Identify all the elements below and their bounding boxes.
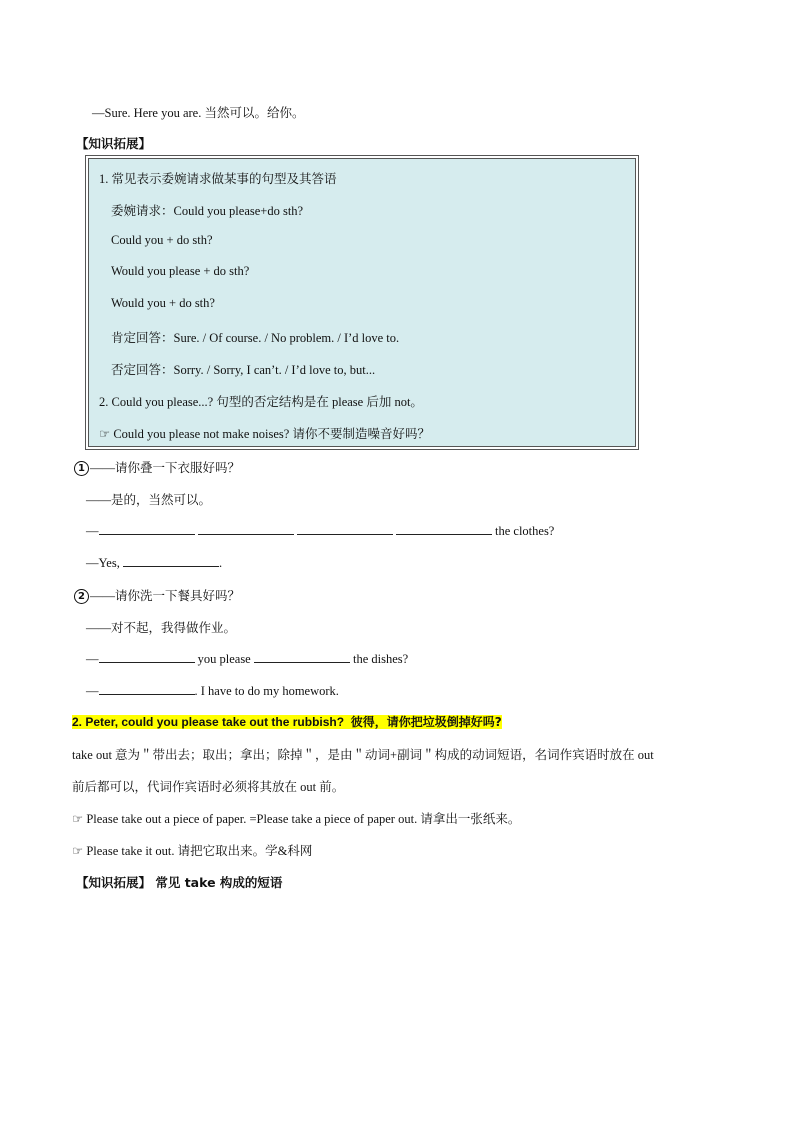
question-tail: the dishes?	[352, 652, 409, 666]
knowledge-extension-heading-2: 【知识拓展】 常见 take 构成的短语	[76, 875, 283, 890]
blank-input[interactable]	[99, 650, 195, 663]
box-line-7: 否定回答：Sorry. / Sorry, I can’t. / I’d love to, but...	[111, 363, 376, 377]
exercise-1-q-text: ——请你叠一下衣服好吗？	[90, 461, 241, 475]
knowledge-box	[88, 158, 636, 447]
dash: —	[86, 652, 99, 666]
blank-input[interactable]	[99, 522, 195, 535]
exercise-2-answer-cn: ——对不起，我得做作业。	[86, 621, 237, 635]
example-line-2: ☞ Please take it out. 请把它取出来。学&科网	[72, 844, 313, 858]
box-line-5: Would you + do sth?	[111, 296, 215, 310]
box-line-3: Could you + do sth?	[111, 233, 213, 247]
circled-number-1: 1	[74, 461, 89, 476]
blank-input[interactable]	[198, 522, 294, 535]
explanation-line-1: take out 意为＂带出去；取出；拿出；除掉＂，是由＂动词+副词＂构成的动词短语，名词作宾语时放在 out	[72, 748, 654, 762]
dialogue-sure-line: —Sure. Here you are. 当然可以。给你。	[92, 106, 305, 120]
exercise-2-answer-en	[86, 682, 339, 699]
knowledge-extension-heading: 【知识拓展】	[76, 136, 152, 151]
blank-input[interactable]	[123, 554, 219, 567]
exercise-1-question-en	[86, 522, 554, 539]
answer-tail: . I have to do my homework.	[194, 684, 339, 698]
item-2-title-cn: 彼得，请你把垃圾倒掉好吗?	[350, 715, 502, 729]
box-line-2: 委婉请求：Could you please+do sth?	[111, 204, 304, 218]
item-2-highlight	[72, 715, 502, 729]
exercise-1-answer-en	[86, 554, 222, 571]
exercise-1-answer-cn: ——是的，当然可以。	[86, 493, 212, 507]
blank-input[interactable]	[297, 522, 393, 535]
exercise-1-question-cn	[74, 458, 240, 476]
box-line-9: ☞ Could you please not make noises? 请你不要制造噪音好吗？	[99, 427, 430, 441]
dash: —	[86, 684, 99, 698]
box-line-6: 肯定回答：Sure. / Of course. / No problem. / I’d love to.	[111, 331, 400, 345]
explanation-line-2: 前后都可以，代词作宾语时必须将其放在 out 前。	[72, 780, 345, 794]
answer-end: .	[218, 556, 223, 570]
example-line-1: ☞ Please take out a piece of paper. =Please take a piece of paper out. 请拿出一张纸来。	[72, 812, 521, 826]
exercise-2-question-en	[86, 650, 408, 667]
item-2-title-en: 2. Peter, could you please take out the rubbish?	[72, 715, 345, 729]
blank-input[interactable]	[254, 650, 350, 663]
blank-input[interactable]	[99, 682, 195, 695]
answer-start: —Yes,	[86, 556, 123, 570]
box-line-1: 1. 常见表示委婉请求做某事的句型及其答语	[99, 172, 337, 186]
blank-input[interactable]	[396, 522, 492, 535]
question-mid: you please	[197, 652, 251, 666]
dash: —	[86, 524, 99, 538]
item-2-title	[72, 713, 502, 730]
exercise-2-q-text: ——请你洗一下餐具好吗？	[90, 589, 241, 603]
question-tail: the clothes?	[495, 524, 555, 538]
exercise-2-question-cn	[74, 586, 240, 604]
box-line-8: 2. Could you please...? 句型的否定结构是在 please 后加 not。	[99, 395, 423, 409]
circled-number-2: 2	[74, 589, 89, 604]
box-line-4: Would you please + do sth?	[111, 264, 250, 278]
